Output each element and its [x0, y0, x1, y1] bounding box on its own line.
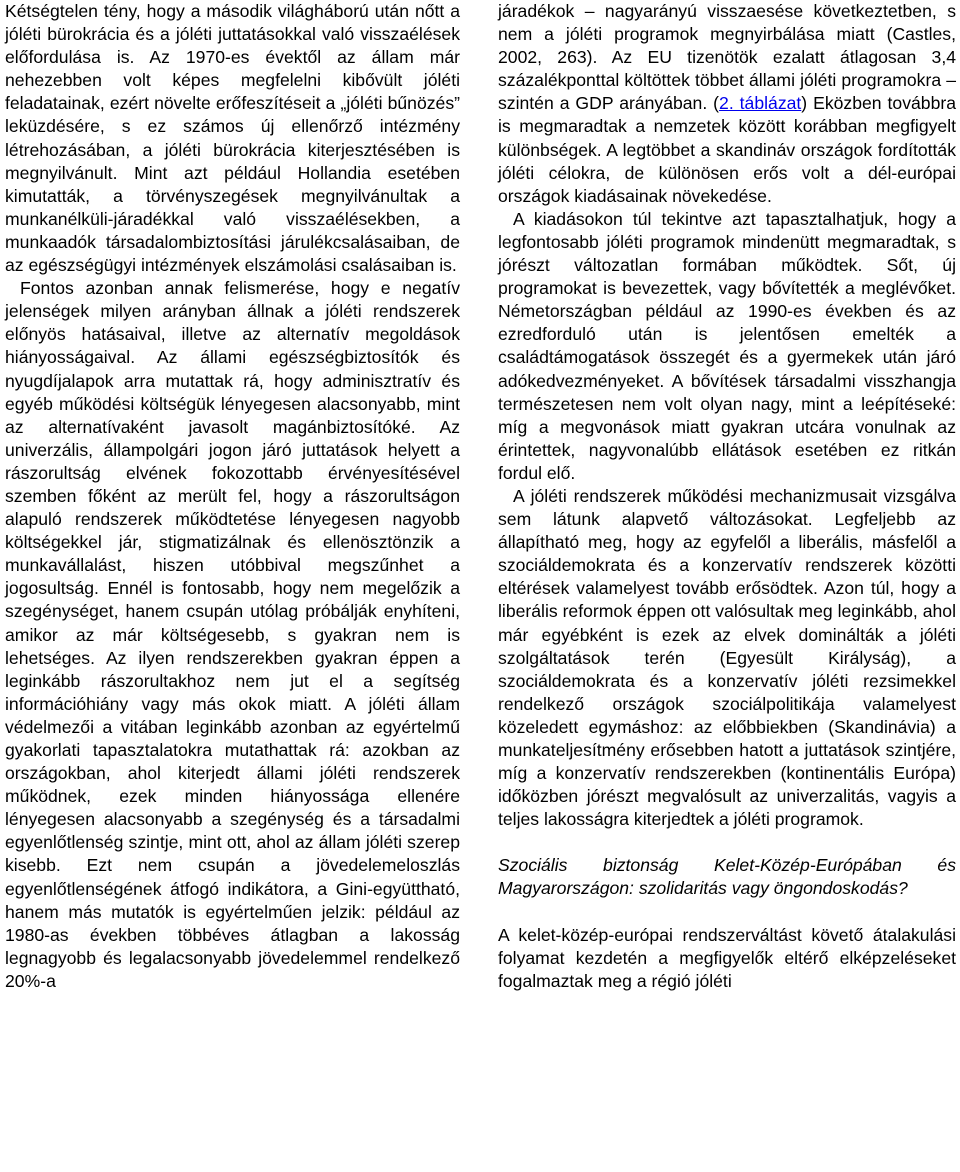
left-column: [5, 0, 460, 993]
table-2-link[interactable]: 2. táblázat: [719, 93, 802, 114]
spacer: [498, 901, 956, 924]
spacer: [498, 831, 956, 854]
right-column: [498, 0, 956, 993]
right-paragraph-4: A kelet-közép-európai rendszerváltást követő átalakulási folyamat kezdetén a megfigyelők eltérő elképzeléseket fogalmaztak meg a régió jóléti: [498, 924, 956, 991]
right-paragraph-1-text-a: járadékok – nagyarányú visszaesése következtetben, s nem a jóléti programok megnyirbálása miatt (Castles, 2002, 263). Az EU tizenötök ezalatt átlagosan 3,4 százalékponttal költöttek többet állami jóléti programokra – szintén a GDP arányában. (: [498, 1, 956, 114]
right-paragraph-1-text-b: ) Eközben továbbra is megmaradtak a nemzetek között korábban megfigyelt különbségek. A legtöbbet a skandináv országok fordították jóléti célokra, de különösen erős volt a dél-európai országok kiadásainak növekedése.: [498, 93, 956, 206]
right-paragraph-3: A jóléti rendszerek működési mechanizmusait vizsgálva sem látunk alapvető változásokat. Legfeljebb az állapítható meg, hogy az egyfelől a liberális, másfelől a szociáldemokrata és a konzervatív rendszerek közötti eltérések valamelyest tovább erősödtek. Azon túl, hogy a liberális reformok éppen ott valósultak meg leginkább, ahol már egyébként is ezek az elvek dominálták a jóléti szolgáltatások terén (Egyesült Királyság), a szociáldemokrata és a konzervatív jóléti rezsimekkel rendelkező országok szociálpolitikája valamelyest közeledett egymáshoz: az előbbiekben (Skandinávia) a munkateljesítmény erősebben hatott a juttatások szintjére, míg a konzervatív rendszerekben (kontinentális Európa) időközben jórészt megvalósult az univerzalitás, vagyis a teljes lakosságra kiterjedtek a jóléti programok.: [498, 485, 956, 830]
left-paragraph-2: Fontos azonban annak felismerése, hogy e negatív jelenségek milyen arányban állnak a jóléti rendszerek előnyös hatásaival, illetve az alternatív megoldások hiányosságaival. Az állami egészségbiztosítók és nyugdíjalapok arra mutattak rá, hogy adminisztratív és egyéb működési költségük lényegesen alacsonyabb, mint az alternatívaként javasolt magánbiztosítóké. Az univerzális, állampolgári jogon járó juttatások helyett a rászorultság elvének fokozottabb érvényesítésével szemben főként az merült fel, hogy a rászorultságon alapuló rendszerek működtetése lényegesen nagyobb költségekkel jár, stigmatizálnak és ellenösztönzik a munkavállalást, hiszen utóbbival megszűnhet a jogosultság. Ennél is fontosabb, hogy nem megelőzik a szegénységet, hanem csupán utólag próbálják enyhíteni, amikor az már költségesebb, s gyakran nem is lehetséges. Az ilyen rendszerekben gyakran éppen a leginkább rászorultakhoz nem jut el a segítség információhiány vagy más okok miatt. A jóléti állam védelmezői a vitában leginkább azonban az egyértelmű gyakorlati tapasztalatokra mutathattak rá: azokban az országokban, ahol kiterjedt állami jóléti rendszerek működnek, ezek minden hiányossága ellenére lényegesen alacsonyabb a szegénység és a társadalmi egyenlőtlenség szintje, mint ott, ahol az állam jóléti szerep kisebb. Ezt nem csupán a jövedelemeloszlás egyenlőtlenségének átfogó indikátora, a Gini-együttható, hanem más mutatók is egyértelműen jelzik: például az 1980-as években többéves átlagban a lakosság legnagyobb és legalacsonyabb jövedelemmel rendelkező 20%-a: [5, 278, 460, 991]
section-heading: Szociális biztonság Kelet-Közép-Európában és Magyarországon: szolidaritás vagy öngondoskodás?: [498, 855, 956, 899]
left-paragraph-1: Kétségtelen tény, hogy a második világháború után nőtt a jóléti bürokrácia és a jóléti juttatásokkal való visszaélések előfordulása is. Az 1970-es évektől az állam már nehezebben volt képes megfelelni kibővült jóléti feladatainak, ezért növelte erőfeszítéseit a „jóléti bűnözés” leküzdésére, s ez számos új ellenőrző intézmény létrehozásában, a jóléti bürokrácia kiterjesztésében is megnyilvánult. Mint azt például Hollandia esetében kimutatták, a törvényszegések megnyilvánultak a munkanélküli-járadékkal való visszaélésekben, a munkaadók társadalombiztosítási járulékcsalásaiban, de az egészségügyi intézmények elszámolási csalásaiban is.: [5, 1, 460, 276]
right-paragraph-1: [498, 0, 956, 208]
right-paragraph-2: A kiadásokon túl tekintve azt tapasztalhatjuk, hogy a legfontosabb jóléti programok mindenütt megmaradtak, s jórészt változatlan formában működtek. Sőt, új programokat is bevezettek, vagy bővítették a meglévőket. Németországban például az 1990-es években és az ezredforduló után is jelentősen emelték a családtámogatások összegét és a gyermekek után járó adókedvezményeket. A bővítések társadalmi visszhangja természetesen nem volt olyan nagy, mint a leépítéseké: míg a megvonások miatt gyakran utcára vonulnak az érintettek, nagyvonalúbb ellátások esetében ez ritkán fordul elő.: [498, 208, 956, 483]
